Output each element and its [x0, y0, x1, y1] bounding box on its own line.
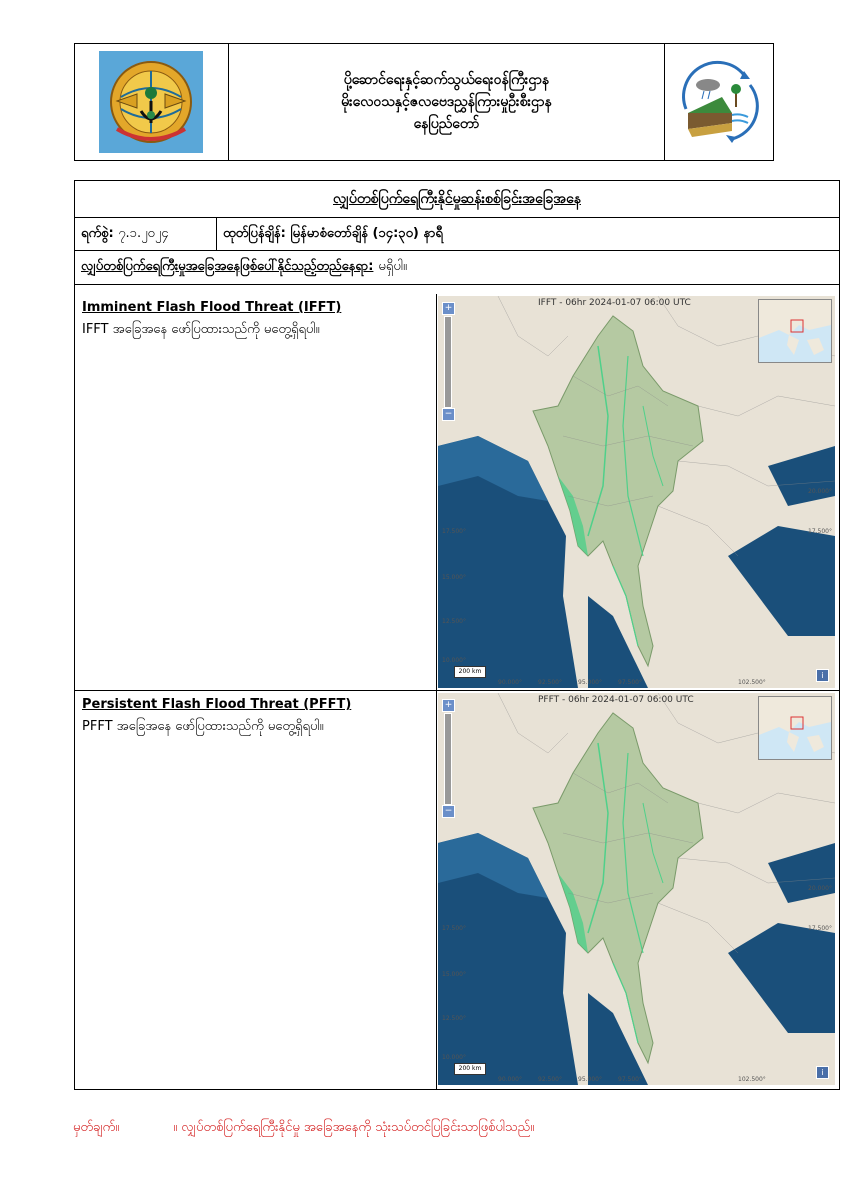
ministry-logo-cell: [75, 44, 229, 160]
svg-text:10.000°: 10.000°: [442, 657, 466, 664]
pfft-text-cell: [75, 691, 437, 1089]
zoom-in-button[interactable]: +: [442, 699, 455, 712]
affected-places-row: [75, 251, 839, 285]
footer-text: ။ လျှပ်တစ်ပြက်ရေကြီးနိုင်မှု အခြေအနေကို သုံးသပ်တင်ပြခြင်းသာဖြစ်ပါသည်။: [173, 1120, 535, 1135]
svg-text:102.500°: 102.500°: [738, 1076, 766, 1083]
svg-text:97.500°: 97.500°: [618, 679, 642, 686]
svg-text:15.000°: 15.000°: [442, 971, 466, 978]
svg-text:92.500°: 92.500°: [538, 1076, 562, 1083]
letterhead: [74, 43, 774, 161]
svg-text:12.500°: 12.500°: [442, 618, 466, 625]
pfft-body: PFFT အခြေအနေ ဖော်ပြထားသည်ကို မတွေ့ရှိရပါ။: [82, 719, 324, 734]
issue-time-cell: [217, 218, 839, 250]
svg-text:10.000°: 10.000°: [442, 1054, 466, 1061]
minimap-graphic: [759, 697, 831, 759]
svg-text:92.500°: 92.500°: [538, 679, 562, 686]
ifft-body: IFFT အခြေအနေ ဖော်ပြထားသည်ကို မတွေ့ရှိရပါ။: [82, 322, 320, 337]
issue-label: ထုတ်ပြန်ချိန်:: [223, 225, 286, 241]
pfft-section: [75, 691, 839, 1089]
places-label: လျှပ်တစ်ပြက်ရေကြီးမှုအခြေအနေဖြစ်ပေါ်နိုင်သည့်တည်နေရာ:: [81, 259, 374, 274]
flash-flood-report-table: [74, 180, 840, 1090]
overview-minimap[interactable]: [758, 696, 832, 760]
pfft-map-title: PFFT - 06hr 2024-01-07 06:00 UTC: [538, 695, 694, 705]
issue-value: မြန်မာစံတော်ချိန် (၁၄:၃၀) နာရီ: [290, 225, 443, 241]
ifft-section: [75, 294, 839, 691]
ifft-text-cell: [75, 294, 437, 690]
pfft-map[interactable]: [438, 693, 835, 1085]
ministry-emblem-icon: [97, 49, 205, 155]
svg-text:17.500°: 17.500°: [808, 925, 832, 932]
map-info-button[interactable]: i: [816, 1066, 829, 1079]
svg-text:20.000°: 20.000°: [808, 885, 832, 892]
ifft-map[interactable]: [438, 296, 835, 688]
svg-text:12.500°: 12.500°: [442, 1015, 466, 1022]
svg-text:95.000°: 95.000°: [578, 1076, 602, 1083]
svg-text:102.500°: 102.500°: [738, 679, 766, 686]
organization-name: [229, 44, 666, 160]
svg-text:17.500°: 17.500°: [442, 528, 466, 535]
footer-note: [73, 1119, 534, 1138]
report-meta-row: [75, 218, 839, 251]
pfft-heading: Persistent Flash Flood Threat (PFFT): [82, 697, 352, 712]
footer-label: မှတ်ချက်။: [73, 1120, 120, 1135]
report-title: လျှပ်တစ်ပြက်ရေကြီးနိုင်မှုဆန်းစစ်ခြင်းအခြေအနေ: [75, 181, 839, 218]
date-value: ၇.၁.၂၀၂၄: [118, 225, 169, 241]
org-line-department: မိုးလေဝသနှင့်ဇလဗေဒညွှန်ကြားမှုဦးစီးဌာန: [341, 94, 552, 110]
map-scale-bar: 200 km: [454, 1063, 486, 1075]
svg-text:90.000°: 90.000°: [498, 1076, 522, 1083]
svg-text:20.000°: 20.000°: [808, 488, 832, 495]
zoom-slider[interactable]: [444, 316, 452, 408]
date-label: ရက်စွဲ:: [81, 225, 114, 241]
org-line-ministry: ပို့ဆောင်ရေးနှင့်ဆက်သွယ်ရေးဝန်ကြီးဌာန: [343, 72, 550, 88]
zoom-in-button[interactable]: +: [442, 302, 455, 315]
department-logo-cell: [665, 44, 773, 160]
ifft-map-title: IFFT - 06hr 2024-01-07 06:00 UTC: [538, 298, 691, 308]
places-value: မရှိပါ။: [378, 259, 407, 274]
minimap-graphic: [759, 300, 831, 362]
map-scale-bar: 200 km: [454, 666, 486, 678]
zoom-out-button[interactable]: −: [442, 805, 455, 818]
zoom-slider[interactable]: [444, 713, 452, 805]
svg-text:17.500°: 17.500°: [442, 925, 466, 932]
zoom-out-button[interactable]: −: [442, 408, 455, 421]
overview-minimap[interactable]: [758, 299, 832, 363]
svg-text:17.500°: 17.500°: [808, 528, 832, 535]
svg-text:90.000°: 90.000°: [498, 679, 522, 686]
ifft-heading: Imminent Flash Flood Threat (IFFT): [82, 300, 342, 315]
hydrology-logo-icon: [674, 57, 764, 147]
svg-text:15.000°: 15.000°: [442, 574, 466, 581]
svg-text:95.000°: 95.000°: [578, 679, 602, 686]
svg-text:97.500°: 97.500°: [618, 1076, 642, 1083]
date-cell: [75, 218, 217, 250]
org-line-city: နေပြည်တော်: [413, 116, 480, 132]
map-info-button[interactable]: i: [816, 669, 829, 682]
